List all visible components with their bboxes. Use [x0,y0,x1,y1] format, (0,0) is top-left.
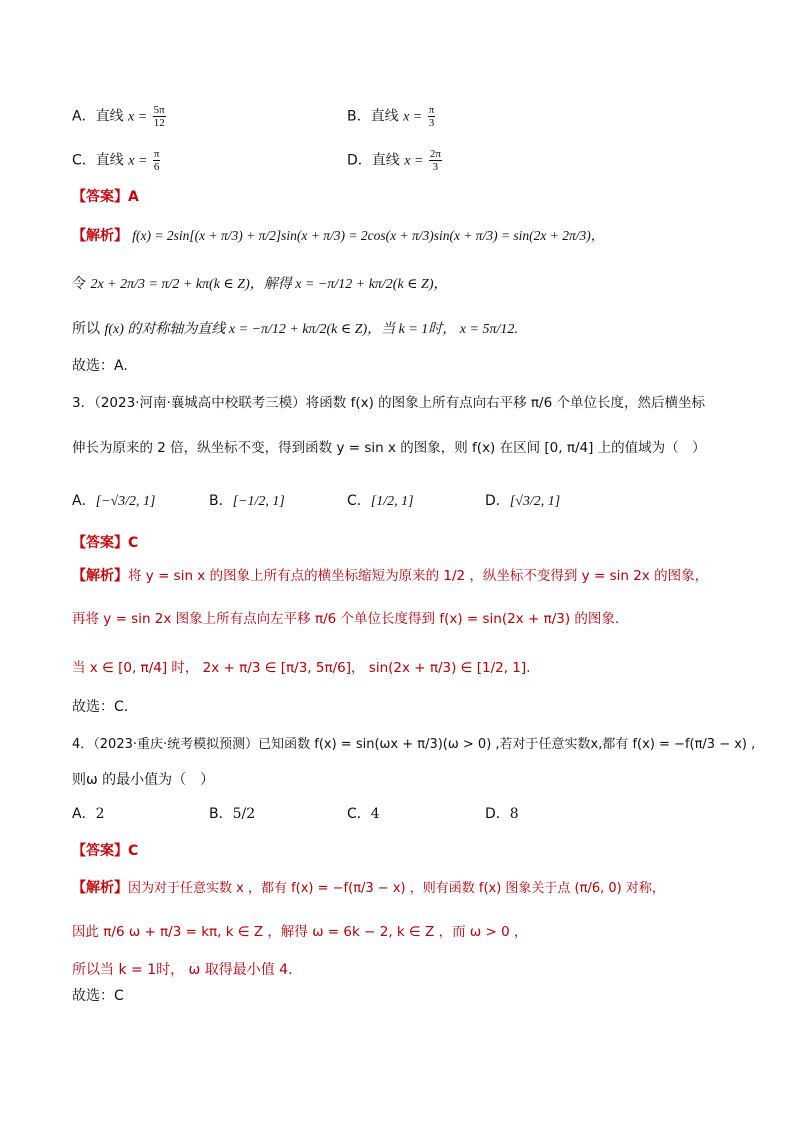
option-value: 5/2 [232,806,256,822]
q3-option-b [209,490,285,513]
q3-option-c [347,490,414,513]
q3-stem-line2: 伸长为原来的 2 倍，纵坐标不变，得到函数 y = sin x 的图象，则 f(x) 在区间 [0, π/4] 上的值域为（ ） [72,440,706,456]
math-expression: f(x) 的对称轴为直线 x = −π/12 + kπ/2(k ∈ Z)，当 k = 1时， x = 5π/12. [104,322,518,337]
fraction-num: 5π [153,104,165,116]
fraction [429,148,442,173]
option-letter: C．直线 [72,152,124,169]
q4-stem-line2: 则ω 的最小值为（ ） [72,772,215,788]
q4-stem-line1: 4．（2023·重庆·统考模拟预测）已知函数 f(x) = sin(ωx + π/3)(ω > 0) ,若对于任意实数x,都有 f(x) = −f(π/3 − x) , [72,737,756,752]
q2-analysis-line2 [72,273,734,296]
text: 令 [72,276,86,292]
math-expression: f(x) = 2sin[(x + π/3) + π/2]sin(x + π/3) = 2cos(x + π/3)sin(x + π/3) = sin(2x + 2π/3)， [132,228,605,243]
fraction-den: 3 [428,117,435,129]
answer-value: A [128,189,139,205]
q3-analysis-line2: 再将 y = sin 2x 图象上所有点向左平移 π/6 个单位长度得到 f(x) = sin(2x + π/3) 的图象. [72,611,620,627]
option-value: 4 [370,806,380,822]
q3-option-d [485,490,560,513]
fraction-num: π [153,148,160,160]
q2-analysis-line3 [72,318,734,341]
analysis-text: 将 y = sin x 的图象上所有点的横坐标缩短为原来的 1/2 ，纵坐标不变得到 y = sin 2x 的图象， [128,568,709,584]
q2-option-d [347,148,443,173]
q4-analysis-line2: 因此 π/6 ω + π/3 = kπ, k ∈ Z ，解得 ω = 6k − 2, k ∈ Z ，而 ω > 0 ， [72,924,528,940]
q3-stem-line1: 3．（2023·河南·襄城高中校联考三模）将函数 f(x) 的图象上所有点向右平移 π/6 个单位长度，然后横坐标 [72,395,705,411]
analysis-tag: 【解析】 [72,568,128,584]
option-letter: B．直线 [347,108,399,125]
answer-tag: 【答案】 [72,189,128,205]
option-letter: A． [72,493,96,509]
q3-choose: 故选：C. [72,699,129,715]
option-value: 2 [95,806,105,822]
fraction [153,104,166,129]
fraction-den: 6 [153,161,160,173]
q4-option-c [347,803,380,825]
option-expr: x = [403,109,423,125]
q4-analysis-line3: 所以当 k = 1时， ω 取得最小值 4. [72,962,293,978]
option-expr: x = [128,109,148,125]
q2-option-b [347,104,436,129]
option-letter: D． [485,493,510,509]
math-expression: 2x + 2π/3 = π/2 + kπ(k ∈ Z)，解得 x = −π/12 + kπ/2(k ∈ Z)， [90,277,448,292]
q4-option-b [209,803,255,825]
option-letter: B． [209,806,233,822]
q2-option-a [72,104,167,129]
option-value: [1/2, 1] [370,494,414,509]
analysis-tag: 【解析】 [72,228,128,244]
option-value: [√3/2, 1] [509,494,561,509]
q3-answer [72,532,734,554]
fraction [153,148,161,173]
option-value: [−√3/2, 1] [95,494,156,509]
option-letter: A．直线 [72,108,124,125]
option-letter: C． [347,806,371,822]
q4-option-a [72,803,105,825]
option-letter: C． [347,493,371,509]
q2-choose: 故选：A. [72,358,128,374]
text: 所以 [72,321,100,337]
q3-analysis-line1 [72,565,734,587]
analysis-text: 因为对于任意实数 x ，都有 f(x) = −f(π/3 − x) ，则有函数 f(x) 图象关于点 (π/6, 0) 对称， [128,881,665,896]
q4-choose: 故选：C [72,988,124,1004]
q3-option-a [72,490,156,513]
option-expr: x = [404,153,424,169]
q4-option-d [485,803,519,825]
fraction [428,104,436,129]
option-value: [−1/2, 1] [232,494,285,509]
q2-answer [72,186,734,208]
answer-value: C [128,843,139,859]
option-letter: B． [209,493,233,509]
fraction-num: π [428,104,435,116]
option-letter: A． [72,806,96,822]
option-letter: D．直线 [347,152,400,169]
option-value: 8 [509,806,519,822]
answer-tag: 【答案】 [72,843,128,859]
answer-value: C [128,535,139,551]
q2-analysis-line1 [72,225,734,247]
q3-analysis-line3: 当 x ∈ [0, π/4] 时， 2x + π/3 ∈ [π/3, 5π/6]， sin(2x + π/3) ∈ [1/2, 1]. [72,660,531,676]
q2-option-c [72,148,161,173]
analysis-tag: 【解析】 [72,880,128,896]
option-expr: x = [128,153,148,169]
fraction-den: 3 [432,161,439,173]
fraction-den: 12 [153,117,165,129]
fraction-num: 2π [429,148,441,160]
q4-analysis-line1 [72,877,734,900]
q4-answer [72,840,734,862]
option-letter: D． [485,806,510,822]
answer-tag: 【答案】 [72,535,128,551]
